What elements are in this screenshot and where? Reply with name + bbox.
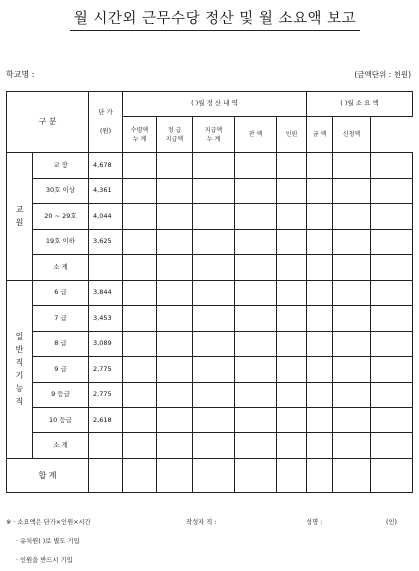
row-label: 7 급 bbox=[33, 306, 89, 331]
header-suryeong: 수령액 누 계 bbox=[123, 116, 157, 152]
value-cell[interactable] bbox=[157, 178, 193, 203]
value-cell[interactable] bbox=[307, 280, 333, 305]
value-cell[interactable] bbox=[123, 280, 157, 305]
value-cell[interactable] bbox=[371, 357, 413, 382]
value-cell[interactable] bbox=[277, 433, 307, 458]
value-cell[interactable] bbox=[277, 382, 307, 407]
row-label: 9 급 bbox=[33, 357, 89, 382]
value-cell[interactable] bbox=[371, 255, 413, 280]
total-cell[interactable] bbox=[333, 458, 371, 492]
value-cell[interactable] bbox=[333, 178, 371, 203]
total-row bbox=[7, 458, 413, 492]
header-jigeupaek: 지급액 누 계 bbox=[193, 116, 235, 152]
total-cell[interactable] bbox=[235, 458, 277, 492]
value-cell[interactable] bbox=[277, 280, 307, 305]
value-cell[interactable] bbox=[235, 331, 277, 356]
value-cell[interactable] bbox=[307, 433, 333, 458]
value-cell[interactable] bbox=[123, 255, 157, 280]
value-cell[interactable] bbox=[333, 229, 371, 254]
row-label: 30호 이상 bbox=[33, 178, 89, 203]
writer-label: 작성자 직 : bbox=[186, 519, 217, 526]
value-cell[interactable] bbox=[307, 331, 333, 356]
value-cell[interactable] bbox=[235, 229, 277, 254]
header-settlement: ( )월 정 산 내 역 bbox=[123, 92, 307, 117]
unit-price: 3,453 bbox=[89, 306, 123, 331]
value-cell[interactable] bbox=[235, 357, 277, 382]
total-cell[interactable] bbox=[193, 458, 235, 492]
seal-label: (인) bbox=[386, 519, 397, 526]
row-label: 19호 이하 bbox=[33, 229, 89, 254]
value-cell[interactable] bbox=[157, 382, 193, 407]
unit-price: 2,775 bbox=[89, 357, 123, 382]
value-cell[interactable] bbox=[333, 153, 371, 178]
value-cell[interactable] bbox=[235, 433, 277, 458]
note-line2: · 유치원( )로 별도 기입 bbox=[16, 538, 80, 545]
value-cell[interactable] bbox=[307, 255, 333, 280]
table-row bbox=[7, 331, 413, 356]
value-cell[interactable] bbox=[123, 433, 157, 458]
unit-price: 4,361 bbox=[89, 178, 123, 203]
note-line3: · 인원을 반드시 기입 bbox=[16, 557, 73, 564]
row-label: 6 급 bbox=[33, 280, 89, 305]
value-cell[interactable] bbox=[235, 153, 277, 178]
value-cell[interactable] bbox=[277, 255, 307, 280]
value-cell[interactable] bbox=[193, 255, 235, 280]
unit-price: 2,775 bbox=[89, 382, 123, 407]
name-label: 성명 : bbox=[306, 519, 323, 526]
value-cell[interactable] bbox=[277, 178, 307, 203]
value-cell[interactable] bbox=[307, 153, 333, 178]
header-required: ( )월 소 요 액 bbox=[307, 92, 413, 117]
value-cell[interactable] bbox=[193, 433, 235, 458]
value-cell[interactable] bbox=[333, 433, 371, 458]
header-jeonggeup: 정 급 지급액 bbox=[157, 116, 193, 152]
unit-price: 4,044 bbox=[89, 204, 123, 229]
total-cell[interactable] bbox=[307, 458, 333, 492]
value-cell[interactable] bbox=[235, 255, 277, 280]
value-cell[interactable] bbox=[157, 255, 193, 280]
value-cell[interactable] bbox=[235, 178, 277, 203]
value-cell[interactable] bbox=[333, 357, 371, 382]
notes bbox=[6, 513, 416, 570]
value-cell[interactable] bbox=[235, 306, 277, 331]
value-cell[interactable] bbox=[123, 153, 157, 178]
value-cell[interactable] bbox=[193, 407, 235, 432]
value-cell[interactable] bbox=[277, 306, 307, 331]
row-label: 교 장 bbox=[33, 153, 89, 178]
value-cell[interactable] bbox=[307, 204, 333, 229]
total-cell[interactable] bbox=[277, 458, 307, 492]
value-cell[interactable] bbox=[333, 331, 371, 356]
total-label: 합 계 bbox=[7, 458, 89, 492]
value-cell[interactable] bbox=[277, 357, 307, 382]
value-cell[interactable] bbox=[123, 357, 157, 382]
value-cell[interactable] bbox=[333, 280, 371, 305]
value-cell[interactable] bbox=[307, 357, 333, 382]
total-cell[interactable] bbox=[123, 458, 157, 492]
value-cell[interactable] bbox=[193, 178, 235, 203]
value-cell[interactable] bbox=[371, 407, 413, 432]
table-row bbox=[7, 433, 413, 458]
page-title: 월 시간외 근무수당 정산 및 월 소요액 보고 bbox=[70, 8, 360, 31]
header-jaaek: 잔 액 bbox=[235, 116, 277, 152]
unit-price: 3,625 bbox=[89, 229, 123, 254]
value-cell[interactable] bbox=[157, 331, 193, 356]
value-cell[interactable] bbox=[371, 280, 413, 305]
value-cell[interactable] bbox=[307, 382, 333, 407]
row-label: 20 ~ 29호 bbox=[33, 204, 89, 229]
value-cell[interactable] bbox=[277, 331, 307, 356]
group-label: 일반직기능직 bbox=[7, 280, 33, 458]
value-cell[interactable] bbox=[277, 204, 307, 229]
value-cell[interactable] bbox=[193, 153, 235, 178]
value-cell[interactable] bbox=[123, 204, 157, 229]
header-gubun: 구 분 bbox=[7, 92, 89, 153]
row-label: 9 등급 bbox=[33, 382, 89, 407]
header-inwon: 인원 bbox=[277, 116, 307, 152]
total-cell[interactable] bbox=[89, 458, 123, 492]
value-cell[interactable] bbox=[157, 407, 193, 432]
value-cell[interactable] bbox=[371, 204, 413, 229]
value-cell[interactable] bbox=[333, 382, 371, 407]
value-cell[interactable] bbox=[371, 331, 413, 356]
value-cell[interactable] bbox=[123, 331, 157, 356]
value-cell[interactable] bbox=[193, 280, 235, 305]
header-geumaek: 금 액 bbox=[307, 116, 333, 152]
table-row bbox=[7, 306, 413, 331]
unit-price: 3,089 bbox=[89, 331, 123, 356]
unit-price: 3,844 bbox=[89, 280, 123, 305]
value-cell[interactable] bbox=[193, 204, 235, 229]
value-cell[interactable] bbox=[333, 255, 371, 280]
value-cell[interactable] bbox=[235, 204, 277, 229]
row-label: 소 계 bbox=[33, 433, 89, 458]
table-row bbox=[7, 153, 413, 178]
value-cell[interactable] bbox=[123, 382, 157, 407]
table-row bbox=[7, 204, 413, 229]
value-cell[interactable] bbox=[371, 306, 413, 331]
value-cell[interactable] bbox=[157, 357, 193, 382]
value-cell[interactable] bbox=[235, 382, 277, 407]
unit-label: (금액단위 : 천원) bbox=[354, 70, 411, 79]
value-cell[interactable] bbox=[371, 178, 413, 203]
value-cell[interactable] bbox=[123, 178, 157, 203]
note-line1: ※ · 소요액은 단가×인원×시간 bbox=[6, 519, 91, 526]
value-cell[interactable] bbox=[307, 229, 333, 254]
header-sincheongaek: 신청액 bbox=[333, 116, 371, 152]
table-row bbox=[7, 229, 413, 254]
value-cell[interactable] bbox=[277, 153, 307, 178]
value-cell[interactable] bbox=[371, 153, 413, 178]
value-cell[interactable] bbox=[193, 306, 235, 331]
value-cell[interactable] bbox=[193, 382, 235, 407]
value-cell[interactable] bbox=[193, 357, 235, 382]
total-cell[interactable] bbox=[157, 458, 193, 492]
value-cell[interactable] bbox=[371, 229, 413, 254]
report-table bbox=[6, 91, 413, 493]
group-label: 교 원 bbox=[7, 153, 33, 280]
row-label: 10 등급 bbox=[33, 407, 89, 432]
table-row bbox=[7, 280, 413, 305]
value-cell[interactable] bbox=[307, 407, 333, 432]
value-cell[interactable] bbox=[157, 306, 193, 331]
value-cell[interactable] bbox=[157, 280, 193, 305]
value-cell[interactable] bbox=[333, 407, 371, 432]
value-cell[interactable] bbox=[307, 178, 333, 203]
unit-price bbox=[89, 433, 123, 458]
unit-price bbox=[89, 255, 123, 280]
header-danga: 단 가 (원) bbox=[89, 92, 123, 153]
value-cell[interactable] bbox=[333, 204, 371, 229]
value-cell[interactable] bbox=[235, 407, 277, 432]
table-row bbox=[7, 382, 413, 407]
table-row bbox=[7, 357, 413, 382]
value-cell[interactable] bbox=[333, 306, 371, 331]
value-cell[interactable] bbox=[157, 433, 193, 458]
value-cell[interactable] bbox=[193, 331, 235, 356]
value-cell[interactable] bbox=[277, 407, 307, 432]
row-label: 8 급 bbox=[33, 331, 89, 356]
value-cell[interactable] bbox=[157, 204, 193, 229]
value-cell[interactable] bbox=[277, 229, 307, 254]
value-cell[interactable] bbox=[235, 280, 277, 305]
value-cell[interactable] bbox=[123, 229, 157, 254]
total-cell[interactable] bbox=[371, 458, 413, 492]
value-cell[interactable] bbox=[123, 306, 157, 331]
value-cell[interactable] bbox=[193, 229, 235, 254]
value-cell[interactable] bbox=[307, 306, 333, 331]
unit-price: 2,618 bbox=[89, 407, 123, 432]
table-row bbox=[7, 255, 413, 280]
row-label: 소 계 bbox=[33, 255, 89, 280]
value-cell[interactable] bbox=[157, 229, 193, 254]
table-row bbox=[7, 407, 413, 432]
value-cell[interactable] bbox=[371, 382, 413, 407]
value-cell[interactable] bbox=[123, 407, 157, 432]
table-row bbox=[7, 178, 413, 203]
value-cell[interactable] bbox=[157, 153, 193, 178]
value-cell[interactable] bbox=[371, 433, 413, 458]
school-name-label: 학교명 : bbox=[6, 70, 35, 79]
unit-price: 4,678 bbox=[89, 153, 123, 178]
